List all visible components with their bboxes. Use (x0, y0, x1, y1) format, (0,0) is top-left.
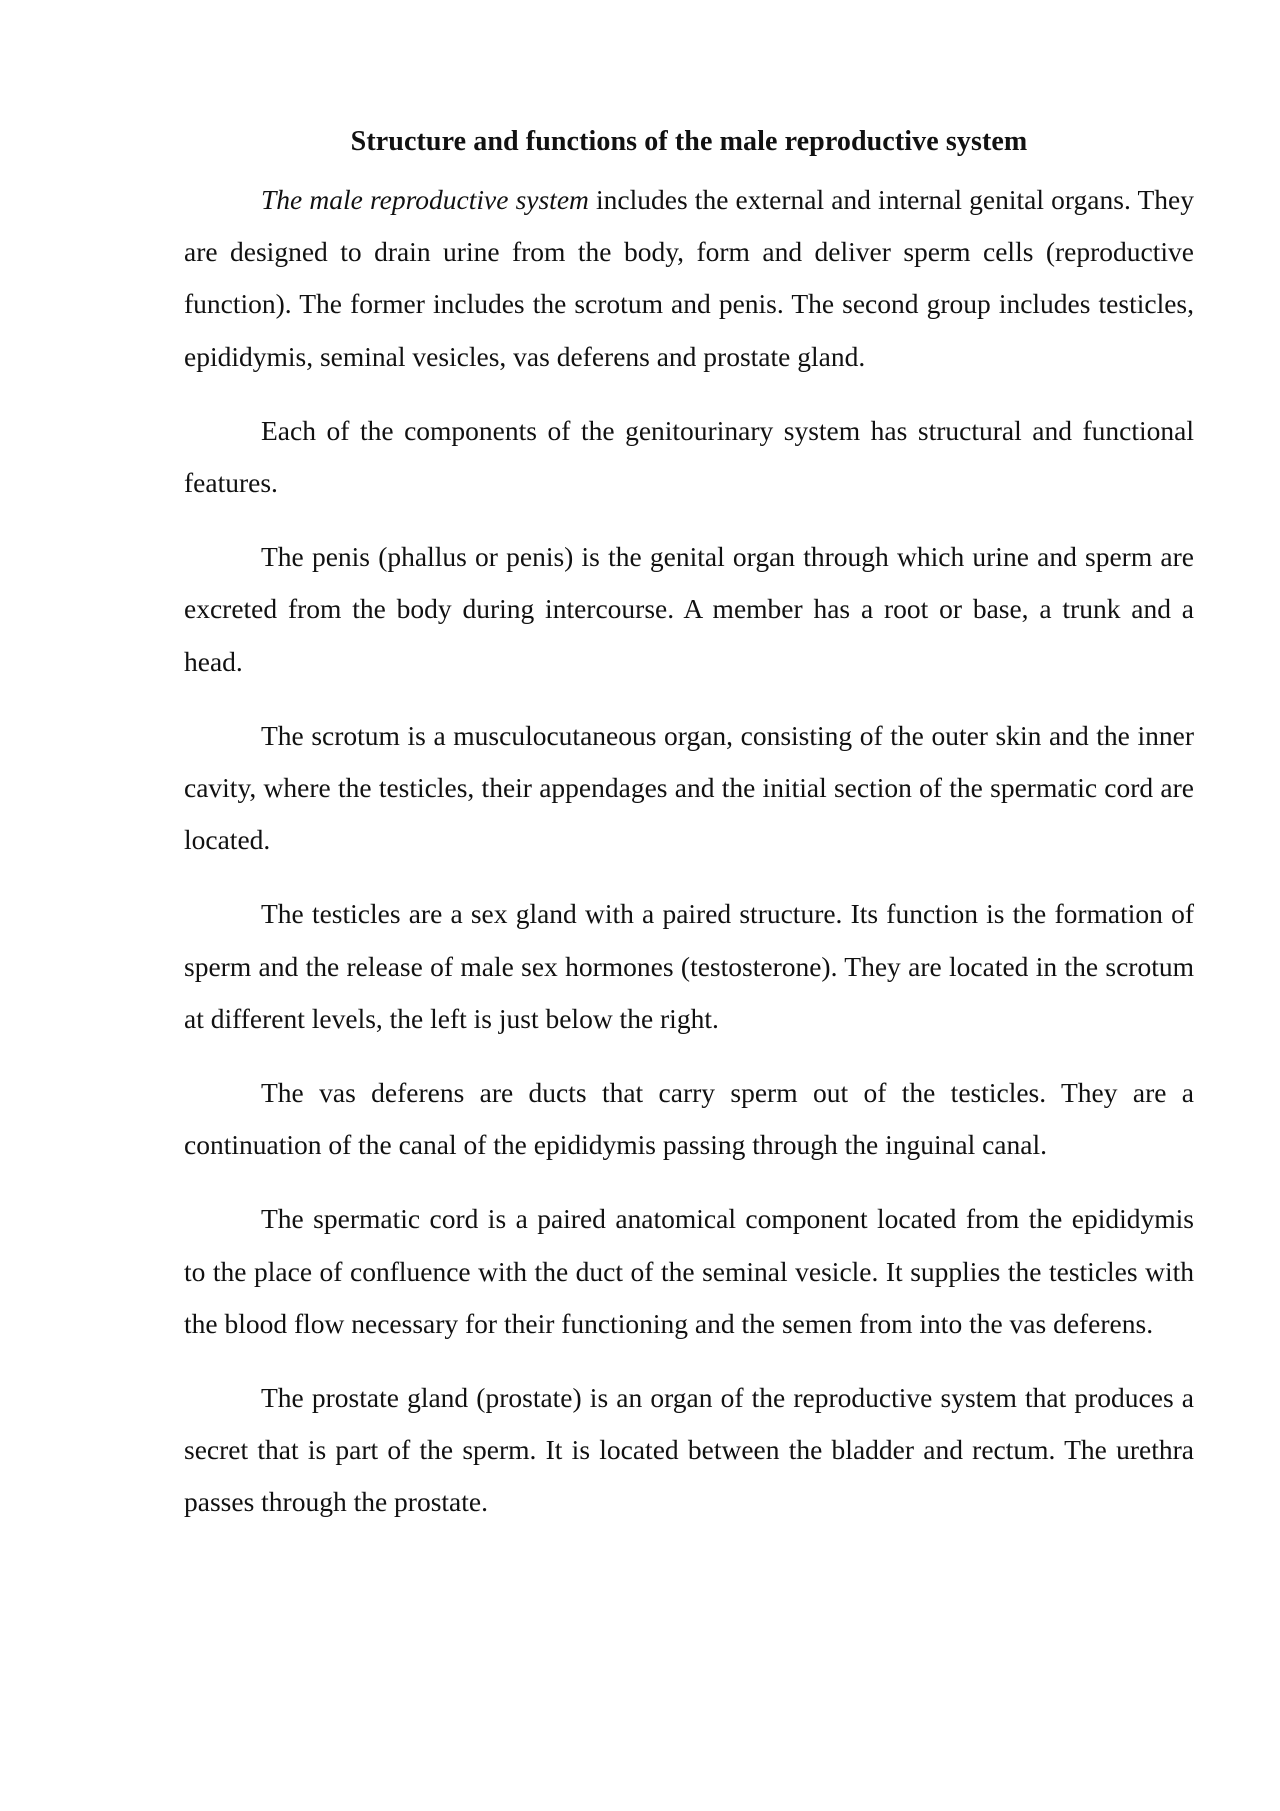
paragraph-intro-italic-lead: The male reproductive system (261, 184, 589, 215)
document-page (184, 122, 1194, 1551)
paragraph-prostate: The prostate gland (prostate) is an organ of the reproductive system that produces a secret that is part of the sperm. It is located between the bladder and rectum. The urethra passes through the prostate. (184, 1382, 1194, 1518)
paragraph-spermatic-cord: The spermatic cord is a paired anatomical component located from the epididymis to the place of confluence with the duct of the seminal vesicle. It supplies the testicles with the blood flow necessary for their functioning and the semen from into the vas deferens. (184, 1203, 1194, 1339)
paragraph-vas-deferens: The vas deferens are ducts that carry sperm out of the testicles. They are a continuation of the canal of the epididymis passing through the inguinal canal. (184, 1077, 1194, 1161)
paragraph-testicles: The testicles are a sex gland with a paired structure. Its function is the formation of sperm and the release of male sex hormones (testosterone). They are located in the scrotum at different levels, the left is just below the right. (184, 898, 1194, 1034)
paragraph-scrotum: The scrotum is a musculocutaneous organ, consisting of the outer skin and the inner cavity, where the testicles, their appendages and the initial section of the spermatic cord are located. (184, 719, 1194, 856)
paragraph-intro-text: includes the external and internal genital organs. They are designed to drain urine from the body, form and deliver sperm cells (reproductive function). The former includes the scrotum and penis. The second group includes testicles, epididymis, seminal vesicles, vas deferens and prostate gland. (184, 184, 1194, 372)
paragraph-components: Each of the components of the genitourinary system has structural and functional features. (184, 414, 1194, 499)
paragraph-intro (184, 174, 1194, 383)
paragraph-penis: The penis (phallus or penis) is the genital organ through which urine and sperm are excreted from the body during intercourse. A member has a root or base, a trunk and a head. (184, 541, 1194, 677)
document-title: Structure and functions of the male reproductive system (350, 126, 1028, 157)
